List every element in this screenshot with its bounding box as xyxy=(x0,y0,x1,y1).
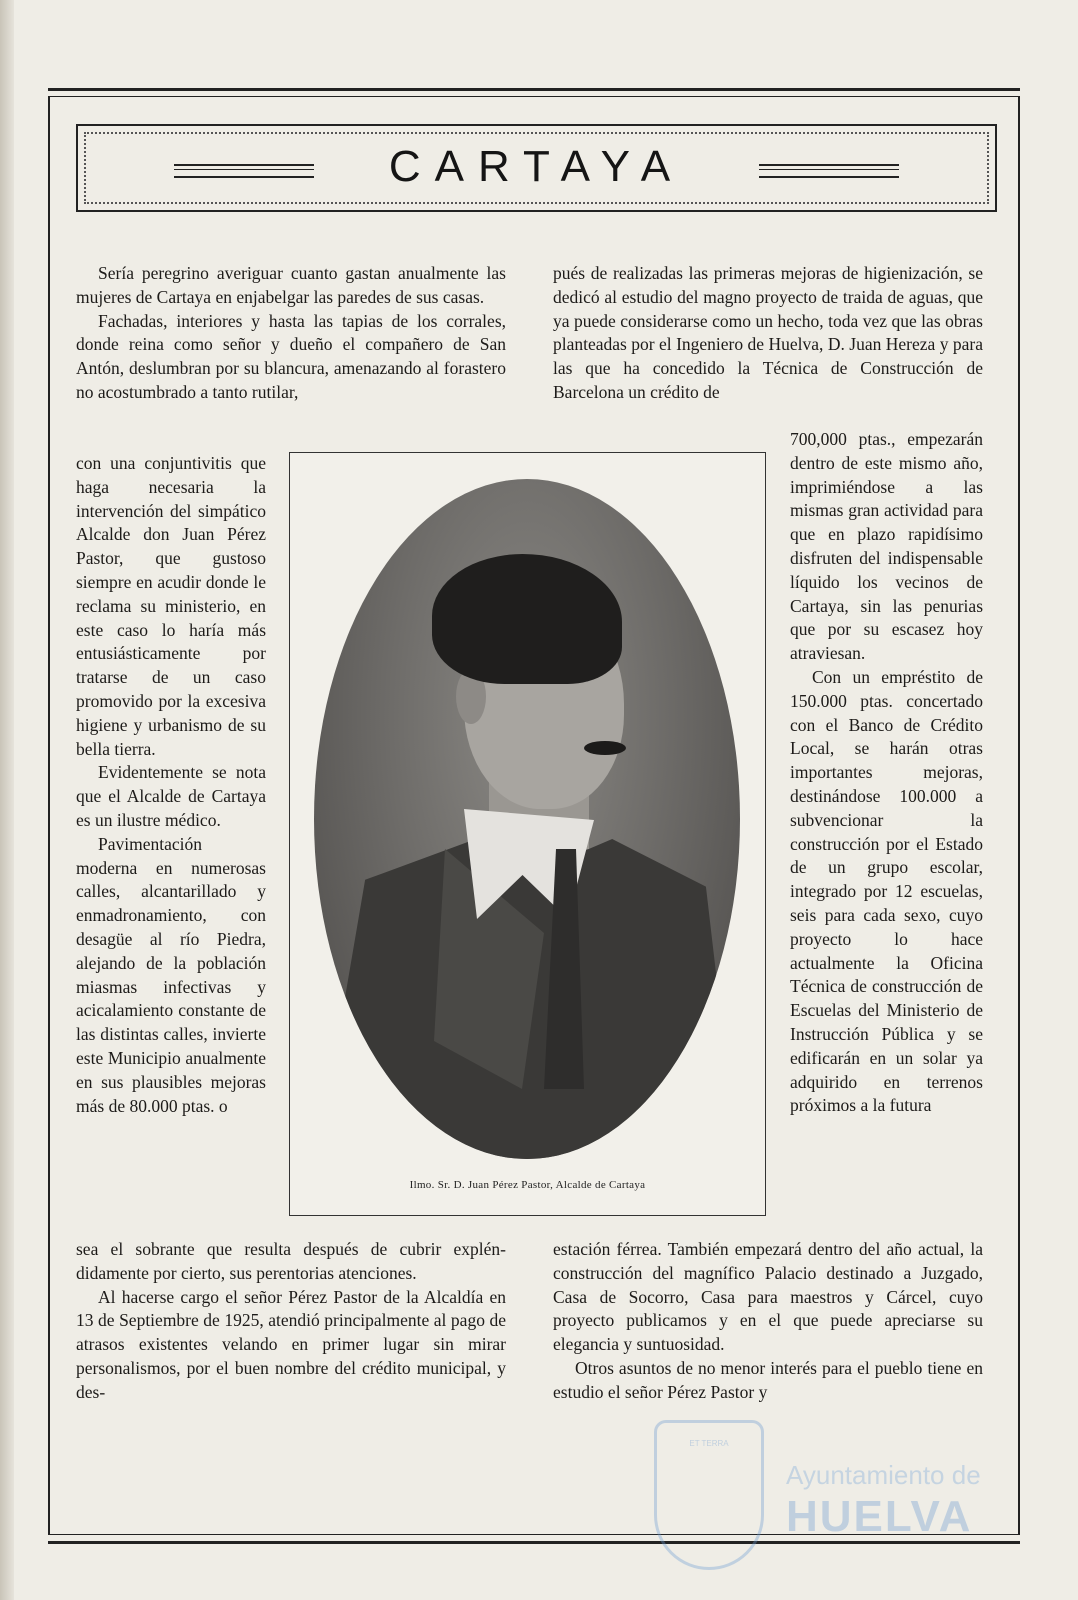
page-title: CARTAYA xyxy=(388,142,685,191)
watermark-line2: HUELVA xyxy=(786,1492,973,1541)
paragraph: pués de realizadas las primeras mejoras de higienización, se dedicó al estudio del magno proyecto de traida de aguas, que ya puede considerarse como un hecho, toda vez que las obras planteadas por el Ingeniero de Huelva, D. Juan Hereza y para las que ha concedido la Técnica de Construcción de Barcelona un crédito de xyxy=(553,263,983,402)
paragraph: Con un empréstito de 150.000 ptas. concertado con el Banco de Crédito Local, se harán otras importantes mejoras, destinándose 100.000 a subvencionar la construcción por el Estado de un grupo escolar, integrado por 12 escuelas, seis para cada sexo, cuyo proyecto lo hace actualmente la Oficina Técnica de construcción de Escuelas del Ministerio de Instrucción Pública y se edificarán en un solar ya adquirido en terrenos próximos a la futura xyxy=(790,666,983,1116)
column-left-bottom xyxy=(76,1238,506,1405)
paragraph: Fachadas, interiores y hasta las tapias de los corrales, donde reina como señor y dueño el compañero de San Antón, deslumbran por su blancura, amenazando al forastero no acostumbrado a tanto rutilar, xyxy=(76,310,506,402)
portrait-photo xyxy=(314,479,740,1159)
paragraph: sea el sobrante que resulta después de cubrir expléndidamente por cierto, sus perentorias atenciones. xyxy=(76,1239,506,1283)
paragraph: Evidentemente se nota que el Alcalde de Cartaya es un ilustre médico. xyxy=(76,762,266,830)
paragraph: Al hacerse cargo el señor Pérez Pastor de la Alcaldía en 13 de Septiembre de 1925, atendió principalmente al pago de atrasos existentes velando en primer lugar sin mirar personalismos, por el buen nombre del crédito municipal, y des- xyxy=(76,1286,506,1402)
column-right-top xyxy=(553,262,983,405)
paragraph: Otros asuntos de no menor interés para el pueblo tiene en estudio el señor Pérez Pastor y xyxy=(553,1357,983,1402)
page-edge xyxy=(0,0,14,1600)
column-left-top xyxy=(76,262,506,405)
column-right-bottom xyxy=(553,1238,983,1405)
paragraph: estación férrea. También empezará dentro del año actual, la construcción del magnífico Palacio destinado a Juzgado, Casa de Socorro, Casa para maestros y Cárcel, cuyo proyecto publicamos y en el que puede apreciarse su elegancia y suntuosidad. xyxy=(553,1239,983,1355)
portrait-hair xyxy=(432,554,622,684)
paragraph: Sería peregrino averiguar cuanto gastan anualmente las mujeres de Cartaya en enjabelgar las paredes de sus casas. xyxy=(76,263,506,307)
paragraph: 700,000 ptas., empezarán dentro de este mismo año, imprimiéndose a las mismas gran actividad para que en plazo rapidísimo disfruten del indispensable líquido los vecinos de Cartaya, sin las penurias que por su escasez hoy atraviesan. xyxy=(790,429,983,664)
portrait-frame xyxy=(289,452,766,1216)
watermark-line1: Ayuntamiento de xyxy=(786,1460,981,1490)
shield-icon xyxy=(654,1420,764,1570)
watermark-ribbon: ET TERRA xyxy=(689,1439,729,1448)
portrait-caption: Ilmo. Sr. D. Juan Pérez Pastor, Alcalde de Cartaya xyxy=(409,1179,646,1191)
title-box xyxy=(76,124,997,212)
paragraph: Pavimentación moderna en numerosas calles, alcantarillado y enmadronamiento, con desagüe al río Piedra, alejando de la población miasmas infectivas y acicalamiento constante de las distintas calles, invierte este Municipio anualmente en sus plausibles mejoras más de 80.000 ptas. o xyxy=(76,833,266,1116)
column-left-narrow xyxy=(76,452,266,1118)
paragraph: con una conjuntivitis que haga necesaria la intervención del simpático Alcalde don Juan Pérez Pastor, que gustoso siempre en acudir donde le reclama su ministerio, en este caso lo haría más entusiásticamente por tratarse de un caso promovido por la excesiva higiene y urbanismo de su bella tierra. xyxy=(76,453,266,759)
watermark xyxy=(654,1420,984,1570)
top-rule xyxy=(48,88,1020,91)
column-right-narrow xyxy=(790,428,983,1118)
portrait-moustache xyxy=(584,741,626,755)
